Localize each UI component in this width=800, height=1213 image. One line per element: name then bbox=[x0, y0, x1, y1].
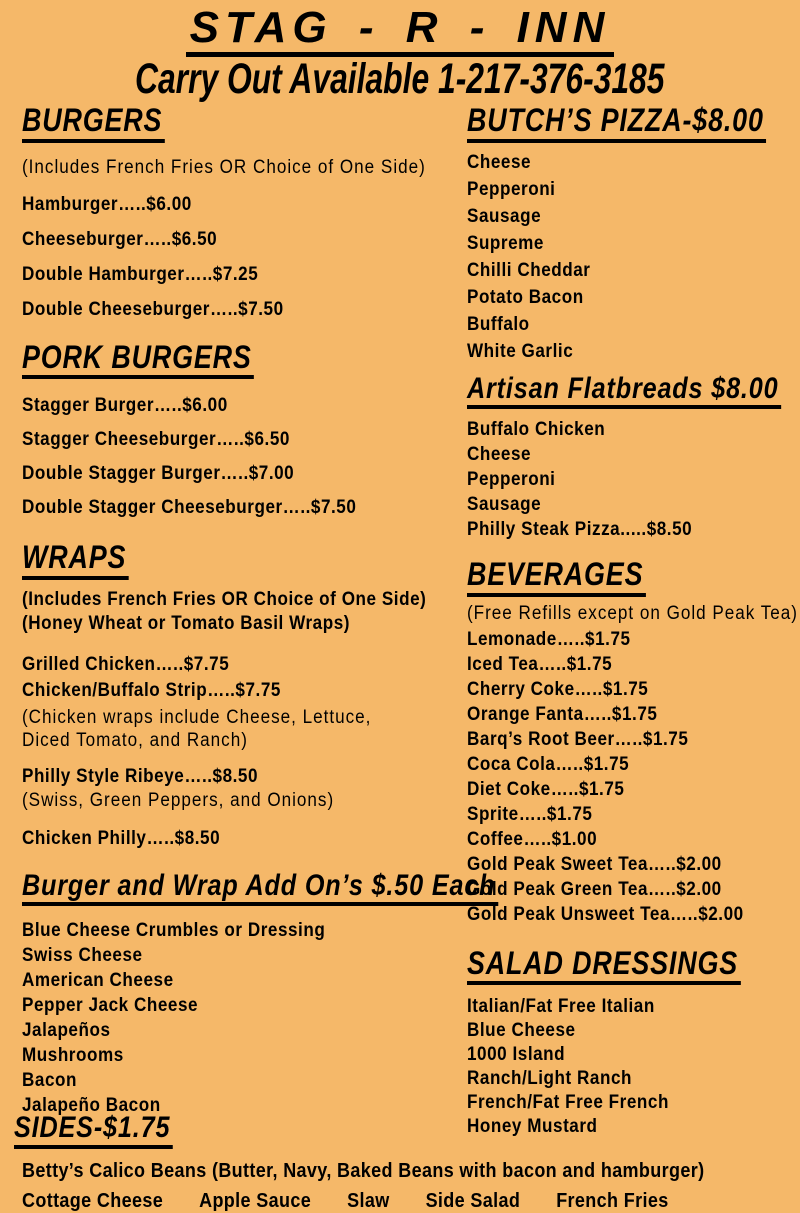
menu-item: Swiss Cheese bbox=[22, 945, 143, 967]
menu-item: Gold Peak Sweet Tea…..$2.00 bbox=[467, 853, 722, 875]
left-column bbox=[22, 102, 496, 1118]
menu-columns bbox=[0, 102, 800, 1139]
beverages-note: (Free Refills except on Gold Peak Tea) bbox=[467, 602, 799, 624]
pork-burgers-heading: PORK BURGERS bbox=[22, 341, 254, 380]
menu-item: Chicken Philly…..$8.50 bbox=[22, 827, 221, 849]
menu-item: Double Hamburger…..$7.25 bbox=[22, 263, 259, 285]
wraps-heading: WRAPS bbox=[22, 541, 129, 580]
menu-item: Potato Bacon bbox=[467, 286, 584, 308]
salad-dressings-heading: SALAD DRESSINGS bbox=[467, 947, 740, 986]
section-burgers bbox=[22, 104, 467, 327]
section-addons bbox=[22, 868, 496, 1119]
section-salad-dressings bbox=[467, 944, 800, 1140]
menu-item: Cherry Coke…..$1.75 bbox=[467, 678, 649, 700]
menu-item: Philly Steak Pizza.....$8.50 bbox=[467, 519, 693, 541]
section-flatbreads bbox=[467, 373, 800, 543]
section-sides bbox=[14, 1112, 800, 1213]
menu-item: Pepper Jack Cheese bbox=[22, 995, 199, 1017]
menu-item: Philly Style Ribeye…..$8.50 bbox=[22, 765, 259, 787]
menu-item: Coca Cola…..$1.75 bbox=[467, 753, 630, 775]
wraps-note: (Honey Wheat or Tomato Basil Wraps) bbox=[22, 612, 351, 634]
menu-item: Lemonade…..$1.75 bbox=[467, 628, 631, 650]
beverages-heading: BEVERAGES bbox=[467, 558, 646, 597]
menu-item: Supreme bbox=[467, 232, 544, 254]
menu-item: Cheese bbox=[467, 151, 532, 173]
menu-item: Side Salad bbox=[425, 1189, 521, 1212]
menu-item: Double Stagger Cheeseburger…..$7.50 bbox=[22, 497, 357, 519]
menu-item: Coffee…..$1.00 bbox=[467, 828, 598, 850]
menu-item: Stagger Cheeseburger…..$6.50 bbox=[22, 429, 290, 451]
wraps-ingredients-note: (Swiss, Green Peppers, and Onions) bbox=[22, 789, 335, 811]
menu-item: Barq’s Root Beer…..$1.75 bbox=[467, 728, 689, 750]
menu-item: 1000 Island bbox=[467, 1044, 566, 1066]
menu-item: Italian/Fat Free Italian bbox=[467, 996, 655, 1018]
menu-item: Hamburger…..$6.00 bbox=[22, 193, 192, 215]
sides-items-row bbox=[22, 1190, 722, 1213]
menu-item: Double Cheeseburger…..$7.50 bbox=[22, 298, 284, 320]
menu-item: Stagger Burger…..$6.00 bbox=[22, 395, 228, 417]
menu-item: Gold Peak Green Tea…..$2.00 bbox=[467, 878, 722, 900]
menu-item: Gold Peak Unsweet Tea…..$2.00 bbox=[467, 903, 744, 925]
sides-heading: SIDES-$1.75 bbox=[14, 1112, 173, 1149]
sides-description: Betty’s Calico Beans (Butter, Navy, Baked Beans with bacon and hamburger) bbox=[22, 1159, 705, 1182]
menu-item: Bacon bbox=[22, 1070, 77, 1092]
menu-item: Cheeseburger…..$6.50 bbox=[22, 228, 218, 250]
wraps-ingredients-note: (Chicken wraps include Cheese, Lettuce, Diced Tomato, and Ranch) bbox=[22, 706, 372, 751]
menu-item: Honey Mustard bbox=[467, 1116, 598, 1138]
menu-item: Cheese bbox=[467, 444, 532, 466]
menu-item: Jalapeño Bacon bbox=[22, 1095, 161, 1117]
menu-item: Buffalo bbox=[467, 313, 530, 335]
menu-item: Blue Cheese Crumbles or Dressing bbox=[22, 920, 326, 942]
right-column bbox=[467, 102, 800, 1139]
menu-item: Mushrooms bbox=[22, 1045, 124, 1067]
menu-item: Orange Fanta…..$1.75 bbox=[467, 703, 658, 725]
menu-item: Apple Sauce bbox=[199, 1189, 312, 1212]
menu-item: Chicken/Buffalo Strip…..$7.75 bbox=[22, 679, 281, 701]
menu-item: Blue Cheese bbox=[467, 1020, 576, 1042]
menu-item: Buffalo Chicken bbox=[467, 419, 606, 441]
section-pork-burgers bbox=[22, 338, 467, 526]
menu-header bbox=[0, 0, 800, 102]
section-wraps bbox=[22, 541, 467, 852]
menu-item: American Cheese bbox=[22, 970, 174, 992]
menu-item: Diet Coke…..$1.75 bbox=[467, 778, 625, 800]
addons-heading: Burger and Wrap Add On’s $.50 Each bbox=[22, 870, 498, 907]
menu-item: Ranch/Light Ranch bbox=[467, 1068, 632, 1090]
menu-item: French/Fat Free French bbox=[467, 1092, 669, 1114]
menu-item: Sprite…..$1.75 bbox=[467, 803, 593, 825]
menu-item: Cottage Cheese bbox=[22, 1189, 164, 1212]
menu-item: Jalapeños bbox=[22, 1020, 111, 1042]
menu-item: Grilled Chicken…..$7.75 bbox=[22, 653, 230, 675]
burgers-heading: BURGERS bbox=[22, 104, 165, 143]
menu-item: Pepperoni bbox=[467, 178, 556, 200]
menu-item: Double Stagger Burger…..$7.00 bbox=[22, 463, 295, 485]
menu-item: Sausage bbox=[467, 205, 542, 227]
menu-item: Sausage bbox=[467, 494, 542, 516]
carryout-phone-line: Carry Out Available 1-217-376-3185 bbox=[135, 55, 665, 103]
section-beverages bbox=[467, 558, 800, 927]
menu-item: Pepperoni bbox=[467, 469, 556, 491]
wraps-note: (Includes French Fries OR Choice of One Side) bbox=[22, 588, 427, 610]
menu-item: Slaw bbox=[347, 1189, 390, 1212]
menu-item: White Garlic bbox=[467, 340, 574, 362]
menu-item: Iced Tea…..$1.75 bbox=[467, 653, 613, 675]
section-pizza bbox=[467, 104, 800, 365]
pizza-heading: BUTCH’S PIZZA-$8.00 bbox=[467, 104, 766, 143]
burgers-note: (Includes French Fries OR Choice of One Side) bbox=[22, 156, 426, 178]
menu-item: French Fries bbox=[556, 1189, 669, 1212]
menu-item: Chilli Cheddar bbox=[467, 259, 591, 281]
menu-title: STAG - R - INN bbox=[186, 6, 615, 57]
flatbreads-heading: Artisan Flatbreads $8.00 bbox=[467, 373, 781, 410]
